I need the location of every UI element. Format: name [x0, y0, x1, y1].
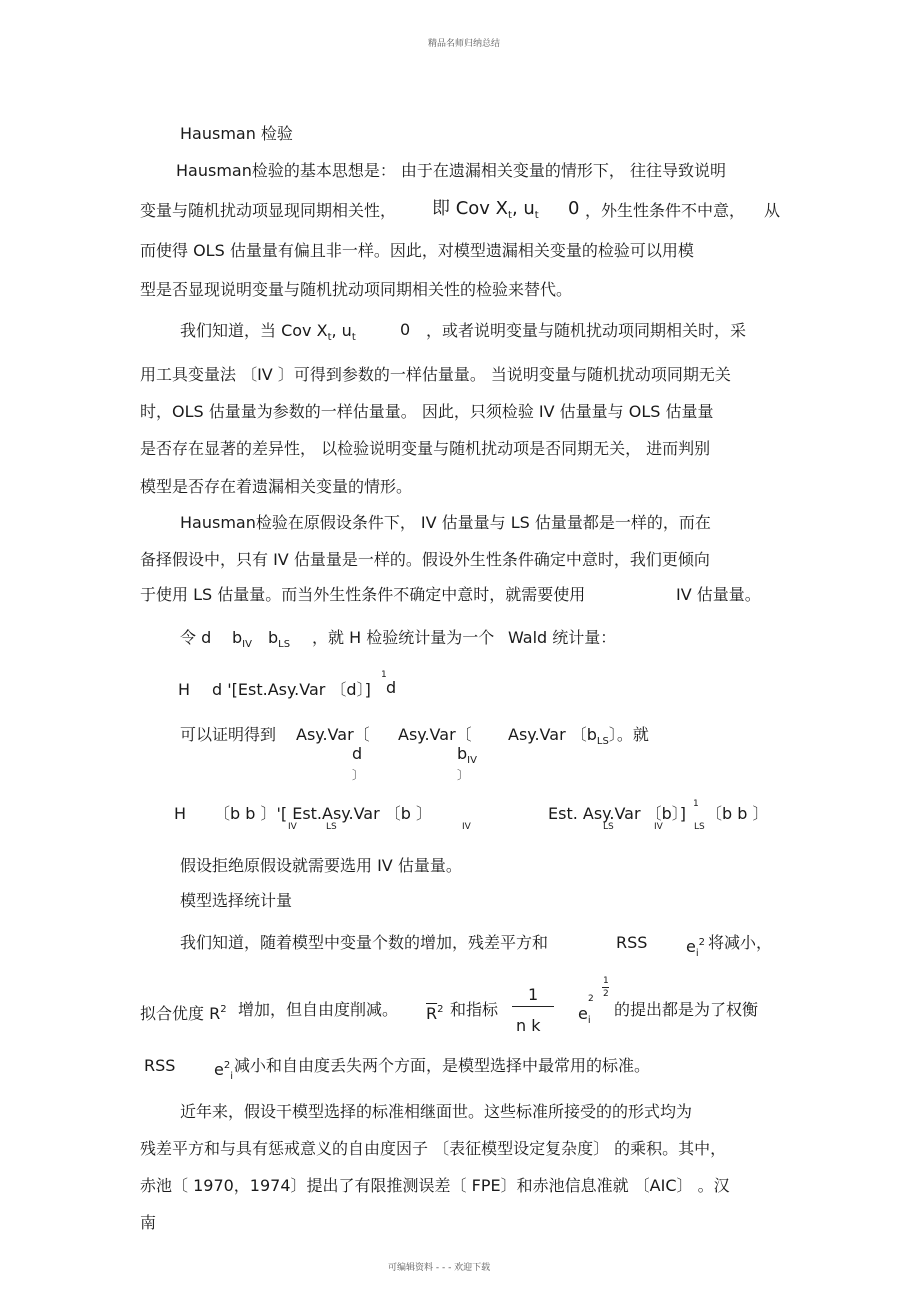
eq2-h: H: [174, 804, 187, 823]
proof-var-biv: Asy.Var〔: [398, 725, 472, 744]
p3-line2: 备择假设中，只有 IV 估量量是一样的。假设外生性条件确定中意时，我们更倾向: [140, 550, 710, 569]
eq2-sub-ls3: LS: [694, 822, 705, 832]
proof-d-close: 〕: [352, 768, 365, 782]
p2-line4: 是否存在显著的差异性， 以检验说明变量与随机扰动项是否同期无关， 进而判别: [140, 439, 711, 458]
p1-line4: 型是否显现说明变量与随机扰动项同期相关性的检验来替代。: [140, 280, 573, 299]
def-d: 令 d: [180, 628, 212, 647]
p2-cov: 我们知道，当 Cov $X_t$, $u_t$: [180, 321, 356, 343]
eq2-sub-iv1: IV: [288, 822, 297, 832]
fraction-bar: [512, 1006, 554, 1007]
proof-biv: $b_{IV}$: [457, 744, 477, 766]
eq2-part3: 〔b b 〕: [706, 804, 769, 823]
p4: 假设拒绝原假设就需要选用 IV 估量量。: [180, 856, 462, 875]
section-title: Hausman 检验: [180, 124, 293, 143]
page-header: 精品名师归纳总结: [428, 39, 501, 49]
p7-text: 减小和自由度丢失两个方面，是模型选择中最常用的标准。: [234, 1056, 651, 1075]
p8-line3: 赤池〔 1970，1974〕提出了有限推测误差〔 FPE〕和赤池信息准就 〔AIC〕 。汉: [140, 1176, 730, 1195]
p6-r2: 拟合优度 $R^2$: [140, 1004, 227, 1023]
p2-zero: 0: [400, 320, 411, 339]
p6-ei-exp: 2: [588, 994, 594, 1004]
p8-line2: 残差平方和与具有惩戒意义的自由度因子 〔表征模型设定复杂度〕 的乘积。其中，: [140, 1139, 727, 1158]
p1-zero: 0: [568, 198, 580, 219]
p5-rss: RSS: [616, 933, 648, 952]
eq2-sub-iv3: IV: [654, 822, 663, 832]
frac-numerator: 1: [528, 985, 539, 1004]
eq2-sub-ls1: LS: [326, 822, 337, 832]
p2-line1b: ，或者说明变量与随机扰动项同期相关时，采: [426, 321, 747, 340]
p3-line3a: 于使用 LS 估量量。而当外生性条件不确定中意时，就需要使用: [140, 585, 586, 604]
p6-text2: 和指标: [450, 1000, 499, 1019]
p7-rss: RSS: [144, 1056, 176, 1075]
proof-biv-close: 〕: [457, 768, 470, 782]
p5-tail: 将减小，: [708, 933, 773, 952]
p2-line5: 模型是否存在着遗漏相关变量的情形。: [140, 477, 413, 496]
p6-half-num: 1: [603, 976, 609, 986]
def-text: ，就 H 检验统计量为一个: [312, 628, 495, 647]
p1-cov: 即 Cov $X_t$, $u_t$: [432, 198, 539, 221]
proof-var-d: Asy.Var〔: [296, 725, 370, 744]
p6-text3: 的提出都是为了权衡: [614, 1000, 759, 1019]
p5-ei: $e_i^2$: [686, 937, 705, 959]
def-wald: Wald 统计量：: [508, 628, 617, 647]
frac-denominator: n k: [516, 1016, 541, 1035]
half-fraction-bar: [602, 987, 609, 988]
def-bls: $b_{LS}$: [268, 628, 291, 650]
p6-ei: $e_i$: [578, 1004, 591, 1026]
proof-text: 可以证明得到: [180, 725, 277, 744]
p8-line4: 南: [140, 1213, 157, 1232]
p6-half-den: 2: [603, 989, 609, 999]
eq2-sub-ls2: LS: [603, 822, 614, 832]
p2-line2: 用工具变量法 〔IV 〕可得到参数的一样估量量。 当说明变量与随机扰动项同期无关: [140, 365, 731, 384]
eq1-h: H: [178, 680, 191, 699]
p1-line2a: 变量与随机扰动项显现同期相关性，: [140, 201, 397, 220]
page-footer: 可编辑资料 - - - 欢迎下载: [388, 1263, 491, 1273]
eq1-exp: 1: [381, 670, 387, 680]
proof-var-bls: Asy.Var 〔$b_{LS}$〕。就: [508, 725, 649, 747]
p2-line3: 时，OLS 估量量为参数的一样估量量。 因此，只须检验 IV 估量量与 OLS 估量量: [140, 402, 714, 421]
p8-line1: 近年来，假设干模型选择的标准相继面世。这些标准所接受的的形式均为: [180, 1102, 693, 1121]
p1-line1: Hausman检验的基本思想是： 由于在遗漏相关变量的情形下， 往往导致说明: [176, 161, 727, 180]
p6-rbar: $\overline{R}^2$: [426, 1004, 444, 1023]
proof-d: d: [352, 744, 363, 763]
eq1-body: d '[Est.Asy.Var 〔d〕]: [212, 680, 371, 699]
section2-title: 模型选择统计量: [180, 891, 293, 910]
p1-line3: 而使得 OLS 估量量有偏且非一样。因此，对模型遗漏相关变量的检验可以用模: [140, 241, 694, 260]
p1-line2b: ，外生性条件不中意，: [585, 201, 746, 220]
p7-e: $e^2_i$: [214, 1060, 233, 1082]
p5-text: 我们知道，随着模型中变量个数的增加，残差平方和: [180, 933, 549, 952]
eq2-sub-iv2: IV: [462, 822, 471, 832]
p3-line3b: IV 估量量。: [676, 585, 761, 604]
eq2-part2: Est. Asy.Var 〔b〕]: [548, 804, 687, 823]
p1-line2c: 从: [764, 201, 781, 220]
p6-text1: 增加，但自由度削减。: [238, 1000, 399, 1019]
p3-line1: Hausman检验在原假设条件下， IV 估量量与 LS 估量量都是一样的，而在: [180, 513, 711, 532]
eq1-d: d: [386, 678, 397, 697]
eq2-exp: 1: [693, 799, 699, 809]
def-biv: $b_{IV}$: [232, 628, 252, 650]
eq2-part1: 〔b b 〕'[ Est.Asy.Var 〔b 〕: [214, 804, 432, 823]
